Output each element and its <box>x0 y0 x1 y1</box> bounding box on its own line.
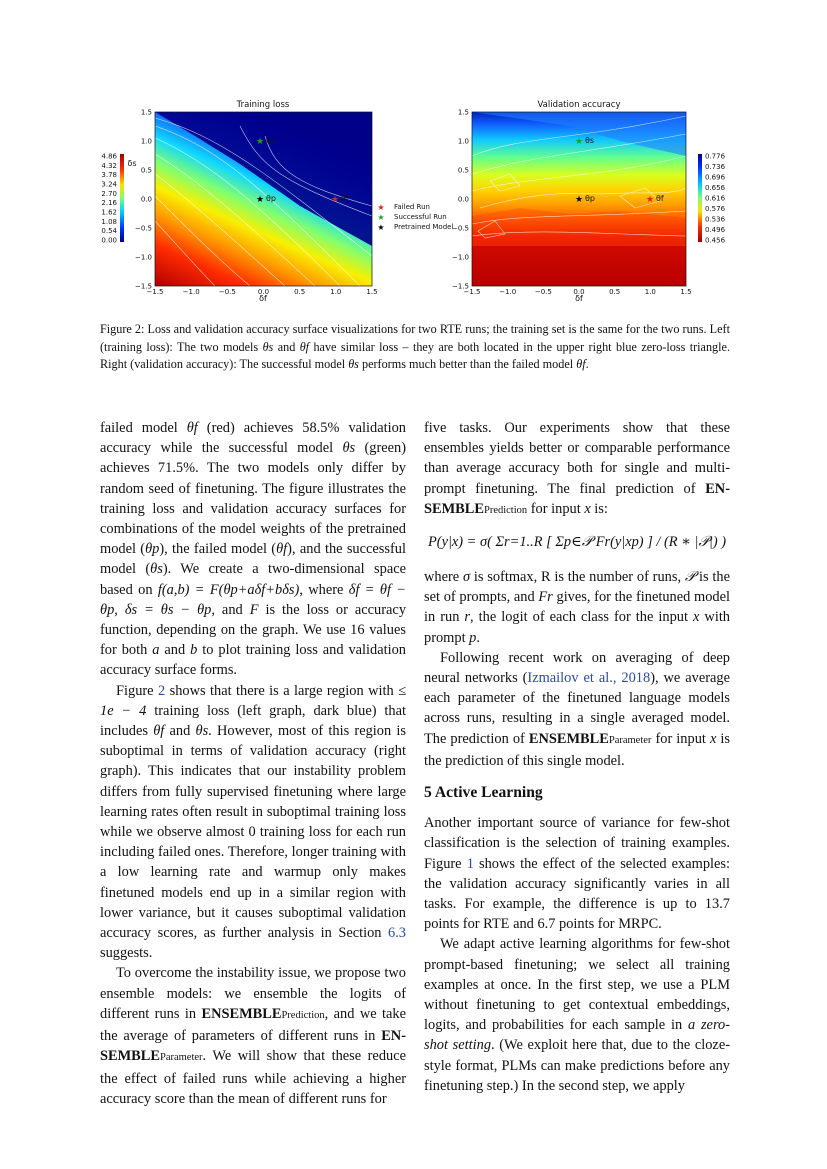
figure-link[interactable]: 2 <box>158 682 166 699</box>
text: . (We exploit here that, due to the cloze-style format, PLMs can make predictions before any finetuning step.) In the second step, we apply <box>424 1037 730 1094</box>
math: Fr <box>538 589 553 606</box>
legend-pretrained-label: Pretrained Model <box>394 223 454 231</box>
term: SEMBLE <box>100 1048 160 1065</box>
text: , and we take the average of parameters of different runs in <box>100 1005 406 1045</box>
text: failed model <box>100 420 187 436</box>
marker-theta-s-left: θs <box>266 136 276 145</box>
text: five tasks. Our experiments show that these ensembles yields better or comparable performance than average accuracy both for single and multi-prompt finetuning. The final prediction of <box>424 420 730 497</box>
y-tick-label: −0.5 <box>135 224 152 233</box>
right-xlabel: δf <box>575 294 583 301</box>
term: ENSEMBLE <box>528 730 609 747</box>
citation-link[interactable]: Izmailov et al., 2018 <box>527 670 651 687</box>
math: r <box>464 609 471 626</box>
y-tick-label: −1.5 <box>135 282 152 291</box>
y-tick-label: −0.5 <box>452 224 469 233</box>
math: a <box>152 642 160 659</box>
colorbar-label: 0.496 <box>705 226 726 234</box>
text: ), the failed model ( <box>159 541 277 558</box>
x-tick-label: 0.0 <box>257 288 270 296</box>
y-tick-label: −1.0 <box>135 253 152 262</box>
text: is the loss or accuracy function, depending on the graph. We use 16 values for both <box>100 601 407 659</box>
training-loss-plot <box>127 100 377 301</box>
y-tick-label: 1.0 <box>457 137 469 146</box>
caption-label: Figure 2: <box>100 322 145 336</box>
text: . However, most of this region is suboptimal in terms of validation accuracy (right graph). This indicates that our instability problem differs from fully supervised finetuning where large learning rates often result in suboptimal training loss while we observe almost 0 training loss for each run including failed ones. Therefore, longer training with a low learning rate and warmup only makes finetuned models end up in a similar region with lower variance, but it causes suboptimal validation accuracy scores, as further analysis in Section <box>100 723 406 942</box>
paragraph <box>424 648 730 771</box>
pretrained-model-marker: ★ <box>255 194 265 204</box>
math-theta-s: θs <box>262 339 274 354</box>
text: and <box>159 642 191 659</box>
math: θf <box>276 541 288 558</box>
math-theta-f: θf <box>576 357 586 372</box>
right-failed-marker: ★ <box>645 194 655 204</box>
left-colorbar <box>101 153 124 245</box>
text: Another important source of variance for few-shot classification is the selection of training examples. Figure <box>424 815 730 872</box>
figure-2 <box>100 96 727 301</box>
paragraph <box>100 963 406 1108</box>
failed-run-marker: ★ <box>330 194 340 204</box>
colorbar-label: 0.00 <box>101 236 117 245</box>
right-column <box>424 418 730 1096</box>
y-tick-label: 1.5 <box>457 108 469 117</box>
x-tick-label: 0.5 <box>609 288 621 296</box>
colorbar-label: 0.536 <box>705 215 726 224</box>
math-theta-s: θs <box>348 357 359 372</box>
legend-failed-icon: ★ <box>377 203 385 212</box>
text: for input <box>651 730 710 747</box>
equation: P(y|x) = σ( Σr=1..R [ Σp∈𝒫 Fr(y|xp) ] / (R ∗ |𝒫|) ) <box>427 534 727 551</box>
text: is the set of prompts, and <box>424 569 730 606</box>
text: where <box>424 569 463 586</box>
math: p <box>469 629 477 646</box>
math: ≤ 1e − 4 <box>100 682 406 719</box>
figure-2-plots <box>100 96 727 301</box>
y-tick-label: −1.5 <box>452 282 469 291</box>
text: suggests. <box>100 945 153 962</box>
colorbar-label: 1.08 <box>101 217 117 226</box>
right-successful-marker: ★ <box>574 136 584 146</box>
math: x <box>693 609 700 626</box>
caption-text: . <box>585 357 589 372</box>
section-link[interactable]: 6.3 <box>388 925 406 942</box>
term-sub: Parameter <box>608 734 652 746</box>
math-theta-f: θf <box>299 339 310 354</box>
term-sub: Prediction <box>483 504 528 516</box>
text: for input <box>527 500 585 517</box>
marker-theta-f-left: θf <box>341 194 349 203</box>
colorbar-label: 3.78 <box>101 171 117 180</box>
x-tick-label: −1.0 <box>499 288 517 296</box>
math: θs <box>342 440 356 457</box>
y-tick-label: 0.0 <box>140 195 152 204</box>
marker-theta-f-right: θf <box>656 194 664 203</box>
colorbar-label: 4.32 <box>101 161 117 170</box>
text: . <box>476 629 480 646</box>
figure-caption <box>100 321 730 374</box>
text: with prompt <box>424 609 731 646</box>
term-sub: Prediction <box>281 1009 325 1021</box>
x-tick-label: 1.5 <box>680 288 692 296</box>
text: ). We create a two-dimensional space based on <box>100 561 406 598</box>
x-tick-label: −0.5 <box>218 288 236 296</box>
colorbar-label: 0.54 <box>101 227 117 236</box>
x-tick-label: −1.0 <box>182 288 200 296</box>
marker-theta-s-right: θs <box>585 136 595 145</box>
text: We adapt active learning algorithms for few-shot prompt-based finetuning; we select all training examples at once. In the first step, we use a PLM without finetuning to get contextual embeddings, logits, and probabilities for each sample in <box>424 936 730 1034</box>
colorbar-label: 3.24 <box>101 180 117 189</box>
y-tick-label: 0.5 <box>457 166 469 175</box>
successful-run-marker: ★ <box>255 136 265 146</box>
math: θf <box>153 723 165 740</box>
text: and <box>164 723 196 740</box>
text: (red) achieves 58.5% validation accuracy while the successful model <box>100 420 406 457</box>
y-tick-label: −1.0 <box>452 253 469 262</box>
caption-text: performs much better than the failed model <box>358 357 577 372</box>
colorbar-label: 0.576 <box>705 205 726 213</box>
text: , where <box>299 581 349 598</box>
text: (green) achieves 71.5%. The two models only differ by random seed of finetuning. The figure illustrates the training loss and validation accuracy surfaces for combinations of the model weights of the pretrained model ( <box>100 440 406 558</box>
legend <box>377 203 453 232</box>
text: Figure <box>116 682 158 699</box>
legend-successful-label: Successful Run <box>394 213 447 221</box>
colorbar-label: 0.616 <box>705 194 726 203</box>
paragraph <box>100 681 406 964</box>
left-plot-title: Training loss <box>236 100 290 110</box>
colorbar-label: 0.456 <box>705 236 726 245</box>
colorbar-label: 4.86 <box>101 152 117 161</box>
math: 𝒫 <box>684 569 696 586</box>
text: ), we average each parameter of the finetuned language models across runs, resulting in a single averaged model. The prediction of <box>424 670 730 747</box>
y-tick-label: 0.5 <box>140 166 152 175</box>
text: ), and the successful model ( <box>100 541 406 578</box>
text-italic: a zero-shot setting <box>424 1017 730 1054</box>
math: δf = θf − θp, δs = θs − θp <box>100 581 407 618</box>
paragraph <box>424 418 730 521</box>
marker-theta-p-left: θp <box>266 194 276 203</box>
y-tick-label: 0.0 <box>457 195 469 204</box>
text: , and <box>211 601 250 618</box>
math: x <box>709 730 717 747</box>
text: , the logit of each class for the input <box>470 609 694 626</box>
x-tick-label: −0.5 <box>534 288 552 296</box>
legend-successful-icon: ★ <box>377 213 385 222</box>
text: . We will show that these reduce the effect of failed runs while achieving a higher accuracy score than the mean of different runs for <box>100 1048 406 1107</box>
colorbar-label: 0.696 <box>705 173 726 182</box>
term: EN- <box>705 480 730 497</box>
text: Following recent work on averaging of deep neural networks ( <box>424 649 730 687</box>
text: training loss (left graph, dark blue) that includes <box>100 702 407 740</box>
marker-theta-p-right: θp <box>585 194 595 203</box>
colorbar-label: 0.736 <box>705 163 726 171</box>
term: SEMBLE <box>424 500 484 517</box>
paragraph <box>424 813 730 934</box>
paragraph <box>424 934 730 1096</box>
paragraph <box>424 567 730 648</box>
left-column <box>100 418 406 1109</box>
math: θs <box>150 561 163 578</box>
term: ENSEMBLE <box>201 1005 282 1022</box>
colorbar-label: 2.70 <box>101 189 117 198</box>
caption-text: and <box>273 339 300 354</box>
right-plot-title: Validation accuracy <box>537 100 621 110</box>
math: F <box>249 601 259 618</box>
x-tick-label: −1.5 <box>463 288 481 296</box>
text: to plot training loss and validation accuracy surface forms. <box>100 642 406 679</box>
text: is softmax, R is the number of runs, <box>470 569 685 586</box>
text: shows that there is a large region with <box>165 682 399 699</box>
section-heading: 5 Active Learning <box>424 784 543 802</box>
y-tick-label: 1.5 <box>140 108 152 117</box>
text: gives, for the finetuned model in run <box>424 589 730 626</box>
x-tick-label: −1.5 <box>146 288 164 296</box>
text: is: <box>590 500 608 517</box>
colorbar-label: 0.776 <box>705 152 726 161</box>
math: σ <box>462 569 471 586</box>
x-tick-label: 1.0 <box>644 288 656 296</box>
caption-text: have similar loss – they are both located in the upper right blue zero-loss triangle. Right (validation accuracy): The successful model <box>100 339 730 372</box>
term: EN- <box>381 1028 406 1045</box>
legend-failed-label: Failed Run <box>394 203 430 211</box>
x-tick-label: 0.5 <box>294 288 306 296</box>
left-ylabel: δs <box>127 159 137 168</box>
math: θp <box>145 541 160 558</box>
math: θs <box>195 723 209 740</box>
text: is the prediction of this single model. <box>424 730 730 769</box>
term-sub: Parameter <box>159 1052 203 1064</box>
validation-accuracy-plot <box>452 100 692 301</box>
math: x <box>584 500 591 517</box>
colorbar-label: 0.656 <box>705 184 726 192</box>
y-tick-label: 1.0 <box>140 137 152 146</box>
colorbar-label: 2.16 <box>101 199 117 208</box>
text: shows the effect of the selected examples: the validation accuracy significantly varies in all tasks. For example, the difference is up to 13.7 points for RTE and 6.7 points for MRPC. <box>424 855 730 933</box>
paragraph <box>100 418 406 681</box>
math: f(a,b) = F(θp+aδf+bδs) <box>157 581 300 598</box>
x-tick-label: 1.0 <box>330 288 342 296</box>
math: b <box>190 642 198 659</box>
colorbar-label: 1.62 <box>101 208 117 217</box>
figure-link[interactable]: 1 <box>466 855 474 872</box>
right-colorbar <box>698 153 726 245</box>
x-tick-label: 1.5 <box>366 288 378 296</box>
text: To overcome the instability issue, we propose two ensemble models: we ensemble the logits of different runs in <box>100 965 406 1022</box>
x-tick-label: 0.0 <box>573 288 585 296</box>
legend-pretrained-icon: ★ <box>377 223 385 232</box>
right-pretrained-marker: ★ <box>574 194 584 204</box>
left-xlabel: δf <box>259 294 267 301</box>
caption-text: Loss and validation accuracy surface visualizations for two RTE runs; the training set is the same for the two runs. Left (training loss): The two models <box>100 322 730 354</box>
math: θf <box>186 420 198 436</box>
